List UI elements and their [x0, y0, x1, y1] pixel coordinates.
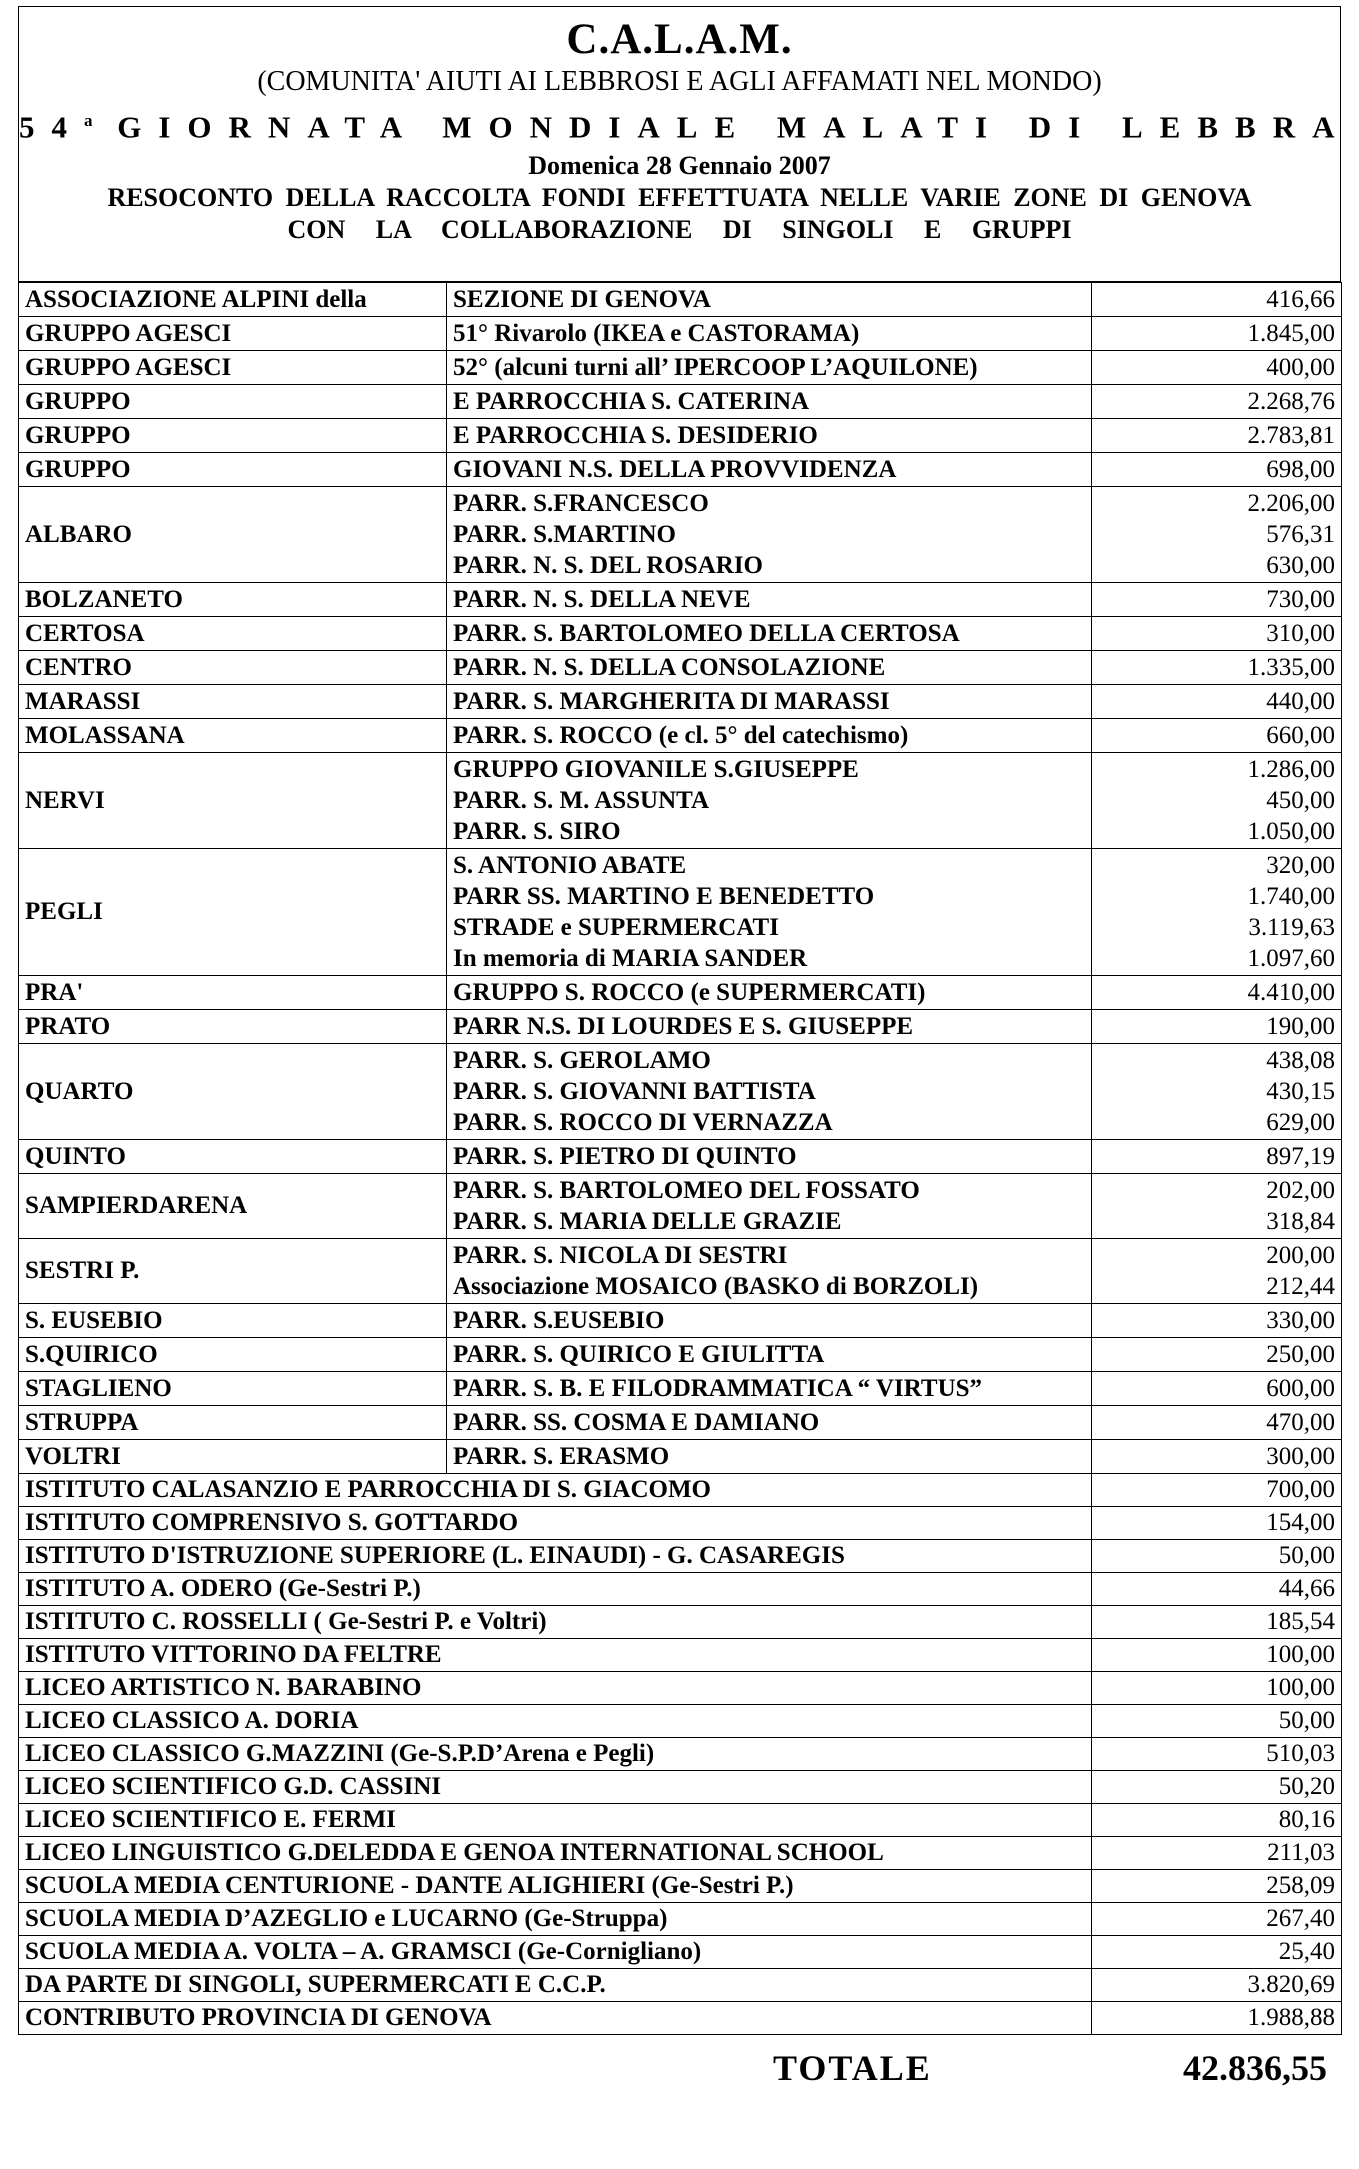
- entry-text: E PARROCCHIA S. DESIDERIO: [453, 422, 818, 449]
- total-value: 42.836,55: [1183, 2048, 1327, 2088]
- zone-cell: GRUPPO AGESCI: [19, 317, 447, 351]
- zone-cell: CERTOSA: [19, 617, 447, 651]
- table-row: [19, 1140, 1342, 1174]
- amount-text: 1.286,00: [1247, 756, 1335, 783]
- table-row: [19, 2002, 1342, 2035]
- institution-name: ISTITUTO COMPRENSIVO S. GOTTARDO: [19, 1507, 1092, 1540]
- amount-text: 576,31: [1266, 521, 1335, 548]
- document-page: [18, 6, 1352, 2035]
- institution-name: DA PARTE DI SINGOLI, SUPERMERCATI E C.C.P.: [19, 1969, 1092, 2002]
- entries-cell: [447, 1239, 1092, 1304]
- event-title: [19, 99, 1352, 149]
- table-row: [19, 1969, 1342, 2002]
- table-row: [19, 1010, 1342, 1044]
- amount-text: 4.410,00: [1247, 979, 1335, 1006]
- zone-cell: QUINTO: [19, 1140, 447, 1174]
- institution-amount: 510,03: [1092, 1738, 1342, 1771]
- table-row: [19, 1672, 1342, 1705]
- institution-amount: 100,00: [1092, 1672, 1342, 1705]
- entries-cell: [447, 753, 1092, 849]
- amounts-cell: [1092, 1440, 1342, 1474]
- table-row: [19, 617, 1342, 651]
- entries-cell: [447, 719, 1092, 753]
- entry-text: PARR. N. S. DELLA CONSOLAZIONE: [453, 654, 886, 681]
- table-row: [19, 1507, 1342, 1540]
- institution-name: SCUOLA MEDIA D’AZEGLIO e LUCARNO (Ge-Struppa): [19, 1903, 1092, 1936]
- table-row: [19, 1705, 1342, 1738]
- zone-cell: BOLZANETO: [19, 583, 447, 617]
- entry-text: In memoria di MARIA SANDER: [453, 945, 808, 972]
- institution-amount: 3.820,69: [1092, 1969, 1342, 2002]
- entry-text: PARR. S. ROCCO (e cl. 5° del catechismo): [453, 722, 909, 749]
- table-row: [19, 1540, 1342, 1573]
- document-header: [18, 6, 1352, 282]
- table-row: [19, 1936, 1342, 1969]
- entries-cell: [447, 317, 1092, 351]
- entry-text: PARR. S.MARTINO: [453, 521, 676, 548]
- institution-amount: 80,16: [1092, 1804, 1342, 1837]
- institution-name: LICEO CLASSICO A. DORIA: [19, 1705, 1092, 1738]
- institution-amount: 50,20: [1092, 1771, 1342, 1804]
- amounts-cell: [1092, 385, 1342, 419]
- entry-text: GIOVANI N.S. DELLA PROVVIDENZA: [453, 456, 897, 483]
- amount-text: 629,00: [1266, 1109, 1335, 1136]
- institution-amount: 1.988,88: [1092, 2002, 1342, 2035]
- amount-text: 1.097,60: [1247, 945, 1335, 972]
- entry-text: PARR. N. S. DELLA NEVE: [453, 586, 751, 613]
- amounts-cell: [1092, 1140, 1342, 1174]
- amount-text: 438,08: [1266, 1047, 1335, 1074]
- amount-text: 250,00: [1266, 1341, 1335, 1368]
- entry-text: PARR. S. ERASMO: [453, 1443, 670, 1470]
- amount-text: 330,00: [1266, 1307, 1335, 1334]
- amounts-cell: [1092, 1010, 1342, 1044]
- entries-cell: [447, 419, 1092, 453]
- table-row: [19, 385, 1342, 419]
- table-row: [19, 283, 1342, 317]
- total-row: [18, 2039, 1341, 2089]
- event-number: 54: [19, 109, 84, 145]
- zone-cell: S.QUIRICO: [19, 1338, 447, 1372]
- entries-cell: [447, 685, 1092, 719]
- entry-text: GRUPPO GIOVANILE S.GIUSEPPE: [453, 756, 859, 783]
- entries-cell: [447, 976, 1092, 1010]
- amounts-cell: [1092, 1174, 1342, 1239]
- amount-text: 2.268,76: [1247, 388, 1335, 415]
- event-number-ordinal: a: [84, 111, 93, 130]
- amounts-cell: [1092, 1044, 1342, 1140]
- entry-text: PARR. S. MARGHERITA DI MARASSI: [453, 688, 890, 715]
- amounts-cell: [1092, 1406, 1342, 1440]
- entries-cell: [447, 1304, 1092, 1338]
- institution-name: ISTITUTO A. ODERO (Ge-Sestri P.): [19, 1573, 1092, 1606]
- amount-text: 318,84: [1266, 1208, 1335, 1235]
- amount-text: 1.740,00: [1247, 883, 1335, 910]
- amounts-cell: [1092, 351, 1342, 385]
- entries-cell: [447, 1010, 1092, 1044]
- amounts-cell: [1092, 1239, 1342, 1304]
- table-row: [19, 583, 1342, 617]
- institution-name: ISTITUTO CALASANZIO E PARROCCHIA DI S. GIACOMO: [19, 1474, 1092, 1507]
- table-row: [19, 1903, 1342, 1936]
- institution-name: ISTITUTO C. ROSSELLI ( Ge-Sestri P. e Voltri): [19, 1606, 1092, 1639]
- table-row: [19, 1474, 1342, 1507]
- zone-cell: GRUPPO AGESCI: [19, 351, 447, 385]
- institution-amount: 44,66: [1092, 1573, 1342, 1606]
- entry-text: PARR SS. MARTINO E BENEDETTO: [453, 883, 875, 910]
- entries-cell: [447, 385, 1092, 419]
- event-date: Domenica 28 Gennaio 2007: [528, 151, 831, 181]
- table-row: [19, 1837, 1342, 1870]
- entry-text: PARR. S. M. ASSUNTA: [453, 787, 710, 814]
- amount-text: 1.845,00: [1247, 320, 1335, 347]
- table-row: [19, 976, 1342, 1010]
- amount-text: 430,15: [1266, 1078, 1335, 1105]
- institution-amount: 50,00: [1092, 1540, 1342, 1573]
- entries-cell: [447, 351, 1092, 385]
- entry-text: PARR. S. PIETRO DI QUINTO: [453, 1143, 797, 1170]
- institution-name: LICEO SCIENTIFICO G.D. CASSINI: [19, 1771, 1092, 1804]
- amount-text: 400,00: [1266, 354, 1335, 381]
- amount-text: 897,19: [1266, 1143, 1335, 1170]
- event-name: GIORNATA MONDIALE MALATI DI LEBBRA: [117, 109, 1352, 145]
- table-row: [19, 753, 1342, 849]
- table-row: [19, 1870, 1342, 1903]
- table-row: [19, 1573, 1342, 1606]
- zone-cell: SAMPIERDARENA: [19, 1174, 447, 1239]
- entry-text: PARR. S. GEROLAMO: [453, 1047, 711, 1074]
- entry-text: PARR. S. BARTOLOMEO DELLA CERTOSA: [453, 620, 960, 647]
- entry-text: PARR. S. NICOLA DI SESTRI: [453, 1242, 788, 1269]
- amounts-cell: [1092, 583, 1342, 617]
- entry-text: 52° (alcuni turni all’ IPERCOOP L’AQUILONE): [453, 354, 978, 381]
- entries-cell: [447, 1044, 1092, 1140]
- zone-rows: [19, 283, 1342, 1474]
- table-row: [19, 685, 1342, 719]
- institution-amount: 211,03: [1092, 1837, 1342, 1870]
- entries-cell: [447, 1440, 1092, 1474]
- table-row: [19, 1804, 1342, 1837]
- table-row: [19, 351, 1342, 385]
- amount-text: 2.206,00: [1247, 490, 1335, 517]
- amounts-cell: [1092, 419, 1342, 453]
- entry-text: PARR. S. MARIA DELLE GRAZIE: [453, 1208, 842, 1235]
- total-label: TOTALE: [773, 2048, 932, 2088]
- entries-cell: [447, 617, 1092, 651]
- amount-text: 190,00: [1266, 1013, 1335, 1040]
- amounts-cell: [1092, 719, 1342, 753]
- entry-text: Associazione MOSAICO (BASKO di BORZOLI): [453, 1273, 979, 1300]
- amounts-cell: [1092, 487, 1342, 583]
- amount-text: 450,00: [1266, 787, 1335, 814]
- entry-text: PARR. S. GIOVANNI BATTISTA: [453, 1078, 816, 1105]
- amount-text: 200,00: [1266, 1242, 1335, 1269]
- table-row: [19, 1338, 1342, 1372]
- table-row: [19, 1738, 1342, 1771]
- amount-text: 730,00: [1266, 586, 1335, 613]
- institution-name: LICEO LINGUISTICO G.DELEDDA E GENOA INTERNATIONAL SCHOOL: [19, 1837, 1092, 1870]
- amount-text: 600,00: [1266, 1375, 1335, 1402]
- zone-cell: VOLTRI: [19, 1440, 447, 1474]
- amounts-cell: [1092, 1372, 1342, 1406]
- table-row: [19, 1606, 1342, 1639]
- table-row: [19, 1639, 1342, 1672]
- amounts-cell: [1092, 283, 1342, 317]
- entries-cell: [447, 1372, 1092, 1406]
- institution-name: CONTRIBUTO PROVINCIA DI GENOVA: [19, 2002, 1092, 2035]
- table-row: [19, 317, 1342, 351]
- table-row: [19, 1406, 1342, 1440]
- zone-cell: PEGLI: [19, 849, 447, 976]
- institution-name: LICEO ARTISTICO N. BARABINO: [19, 1672, 1092, 1705]
- table-row: [19, 487, 1342, 583]
- entry-text: STRADE e SUPERMERCATI: [453, 914, 779, 941]
- table-row: [19, 651, 1342, 685]
- zone-cell: ASSOCIAZIONE ALPINI della: [19, 283, 447, 317]
- institution-name: SCUOLA MEDIA A. VOLTA – A. GRAMSCI (Ge-Cornigliano): [19, 1936, 1092, 1969]
- table-row: [19, 1044, 1342, 1140]
- amount-text: 3.119,63: [1248, 914, 1335, 941]
- table-row: [19, 1372, 1342, 1406]
- amount-text: 416,66: [1266, 286, 1335, 313]
- entry-text: GRUPPO S. ROCCO (e SUPERMERCATI): [453, 979, 926, 1006]
- amounts-cell: [1092, 976, 1342, 1010]
- table-row: [19, 1771, 1342, 1804]
- amount-text: 630,00: [1266, 552, 1335, 579]
- entries-cell: [447, 583, 1092, 617]
- zone-cell: SESTRI P.: [19, 1239, 447, 1304]
- donations-table: [18, 282, 1342, 2035]
- entries-cell: [447, 1174, 1092, 1239]
- entry-text: PARR. S.FRANCESCO: [453, 490, 709, 517]
- zone-cell: STRUPPA: [19, 1406, 447, 1440]
- organization-subtitle: (COMUNITA' AIUTI AI LEBBROSI E AGLI AFFAMATI NEL MONDO): [257, 66, 1102, 97]
- zone-cell: MARASSI: [19, 685, 447, 719]
- entry-text: PARR. S.EUSEBIO: [453, 1307, 665, 1334]
- entries-cell: [447, 1338, 1092, 1372]
- amount-text: 660,00: [1266, 722, 1335, 749]
- zone-cell: CENTRO: [19, 651, 447, 685]
- amounts-cell: [1092, 685, 1342, 719]
- amounts-cell: [1092, 1304, 1342, 1338]
- table-row: [19, 453, 1342, 487]
- zone-cell: GRUPPO: [19, 419, 447, 453]
- institution-amount: 700,00: [1092, 1474, 1342, 1507]
- table-row: [19, 419, 1342, 453]
- institution-amount: 100,00: [1092, 1639, 1342, 1672]
- amounts-cell: [1092, 753, 1342, 849]
- institution-amount: 185,54: [1092, 1606, 1342, 1639]
- entries-cell: [447, 453, 1092, 487]
- institution-rows: [19, 1474, 1342, 2035]
- entries-cell: [447, 283, 1092, 317]
- entries-cell: [447, 487, 1092, 583]
- amounts-cell: [1092, 849, 1342, 976]
- amount-text: 1.050,00: [1247, 818, 1335, 845]
- entry-text: PARR. S. BARTOLOMEO DEL FOSSATO: [453, 1177, 920, 1204]
- amounts-cell: [1092, 617, 1342, 651]
- amount-text: 470,00: [1266, 1409, 1335, 1436]
- zone-cell: GRUPPO: [19, 453, 447, 487]
- zone-cell: MOLASSANA: [19, 719, 447, 753]
- entry-text: PARR. S. ROCCO DI VERNAZZA: [453, 1109, 833, 1136]
- table-row: [19, 1304, 1342, 1338]
- amounts-cell: [1092, 651, 1342, 685]
- institution-name: LICEO SCIENTIFICO E. FERMI: [19, 1804, 1092, 1837]
- amount-text: 202,00: [1266, 1177, 1335, 1204]
- institution-name: LICEO CLASSICO G.MAZZINI (Ge-S.P.D’Arena e Pegli): [19, 1738, 1092, 1771]
- entry-text: E PARROCCHIA S. CATERINA: [453, 388, 810, 415]
- table-row: [19, 849, 1342, 976]
- institution-name: SCUOLA MEDIA CENTURIONE - DANTE ALIGHIERI (Ge-Sestri P.): [19, 1870, 1092, 1903]
- amount-text: 440,00: [1266, 688, 1335, 715]
- entries-cell: [447, 1140, 1092, 1174]
- entry-text: PARR. SS. COSMA E DAMIANO: [453, 1409, 820, 1436]
- institution-name: ISTITUTO VITTORINO DA FELTRE: [19, 1639, 1092, 1672]
- amount-text: 2.783,81: [1247, 422, 1335, 449]
- institution-amount: 50,00: [1092, 1705, 1342, 1738]
- entry-text: S. ANTONIO ABATE: [453, 852, 687, 879]
- zone-cell: PRA': [19, 976, 447, 1010]
- entry-text: PARR N.S. DI LOURDES E S. GIUSEPPE: [453, 1013, 914, 1040]
- amount-text: 1.335,00: [1247, 654, 1335, 681]
- institution-name: ISTITUTO D'ISTRUZIONE SUPERIORE (L. EINAUDI) - G. CASAREGIS: [19, 1540, 1092, 1573]
- table-row: [19, 1174, 1342, 1239]
- zone-cell: PRATO: [19, 1010, 447, 1044]
- amount-text: 300,00: [1266, 1443, 1335, 1470]
- entry-text: 51° Rivarolo (IKEA e CASTORAMA): [453, 320, 860, 347]
- report-description: RESOCONTO DELLA RACCOLTA FONDI EFFETTUATA NELLE VARIE ZONE DI GENOVA: [107, 183, 1252, 213]
- amount-text: 320,00: [1266, 852, 1335, 879]
- table-row: [19, 719, 1342, 753]
- amounts-cell: [1092, 1338, 1342, 1372]
- institution-amount: 25,40: [1092, 1936, 1342, 1969]
- zone-cell: NERVI: [19, 753, 447, 849]
- institution-amount: 258,09: [1092, 1870, 1342, 1903]
- zone-cell: ALBARO: [19, 487, 447, 583]
- entries-cell: [447, 651, 1092, 685]
- collaboration-line: CON LA COLLABORAZIONE DI SINGOLI E GRUPPI: [287, 215, 1072, 245]
- amount-text: 212,44: [1266, 1273, 1335, 1300]
- organization-title: C.A.L.A.M.: [566, 16, 793, 63]
- entries-cell: [447, 1406, 1092, 1440]
- entry-text: PARR. S. QUIRICO E GIULITTA: [453, 1341, 825, 1368]
- amount-text: 698,00: [1266, 456, 1335, 483]
- entry-text: PARR. S. SIRO: [453, 818, 621, 845]
- table-row: [19, 1239, 1342, 1304]
- entries-cell: [447, 849, 1092, 976]
- zone-cell: GRUPPO: [19, 385, 447, 419]
- zone-cell: QUARTO: [19, 1044, 447, 1140]
- institution-amount: 154,00: [1092, 1507, 1342, 1540]
- entry-text: SEZIONE DI GENOVA: [453, 286, 711, 313]
- entry-text: PARR. N. S. DEL ROSARIO: [453, 552, 763, 579]
- zone-cell: S. EUSEBIO: [19, 1304, 447, 1338]
- table-row: [19, 1440, 1342, 1474]
- zone-cell: STAGLIENO: [19, 1372, 447, 1406]
- institution-amount: 267,40: [1092, 1903, 1342, 1936]
- amounts-cell: [1092, 317, 1342, 351]
- amounts-cell: [1092, 453, 1342, 487]
- entry-text: PARR. S. B. E FILODRAMMATICA “ VIRTUS”: [453, 1375, 983, 1402]
- amount-text: 310,00: [1266, 620, 1335, 647]
